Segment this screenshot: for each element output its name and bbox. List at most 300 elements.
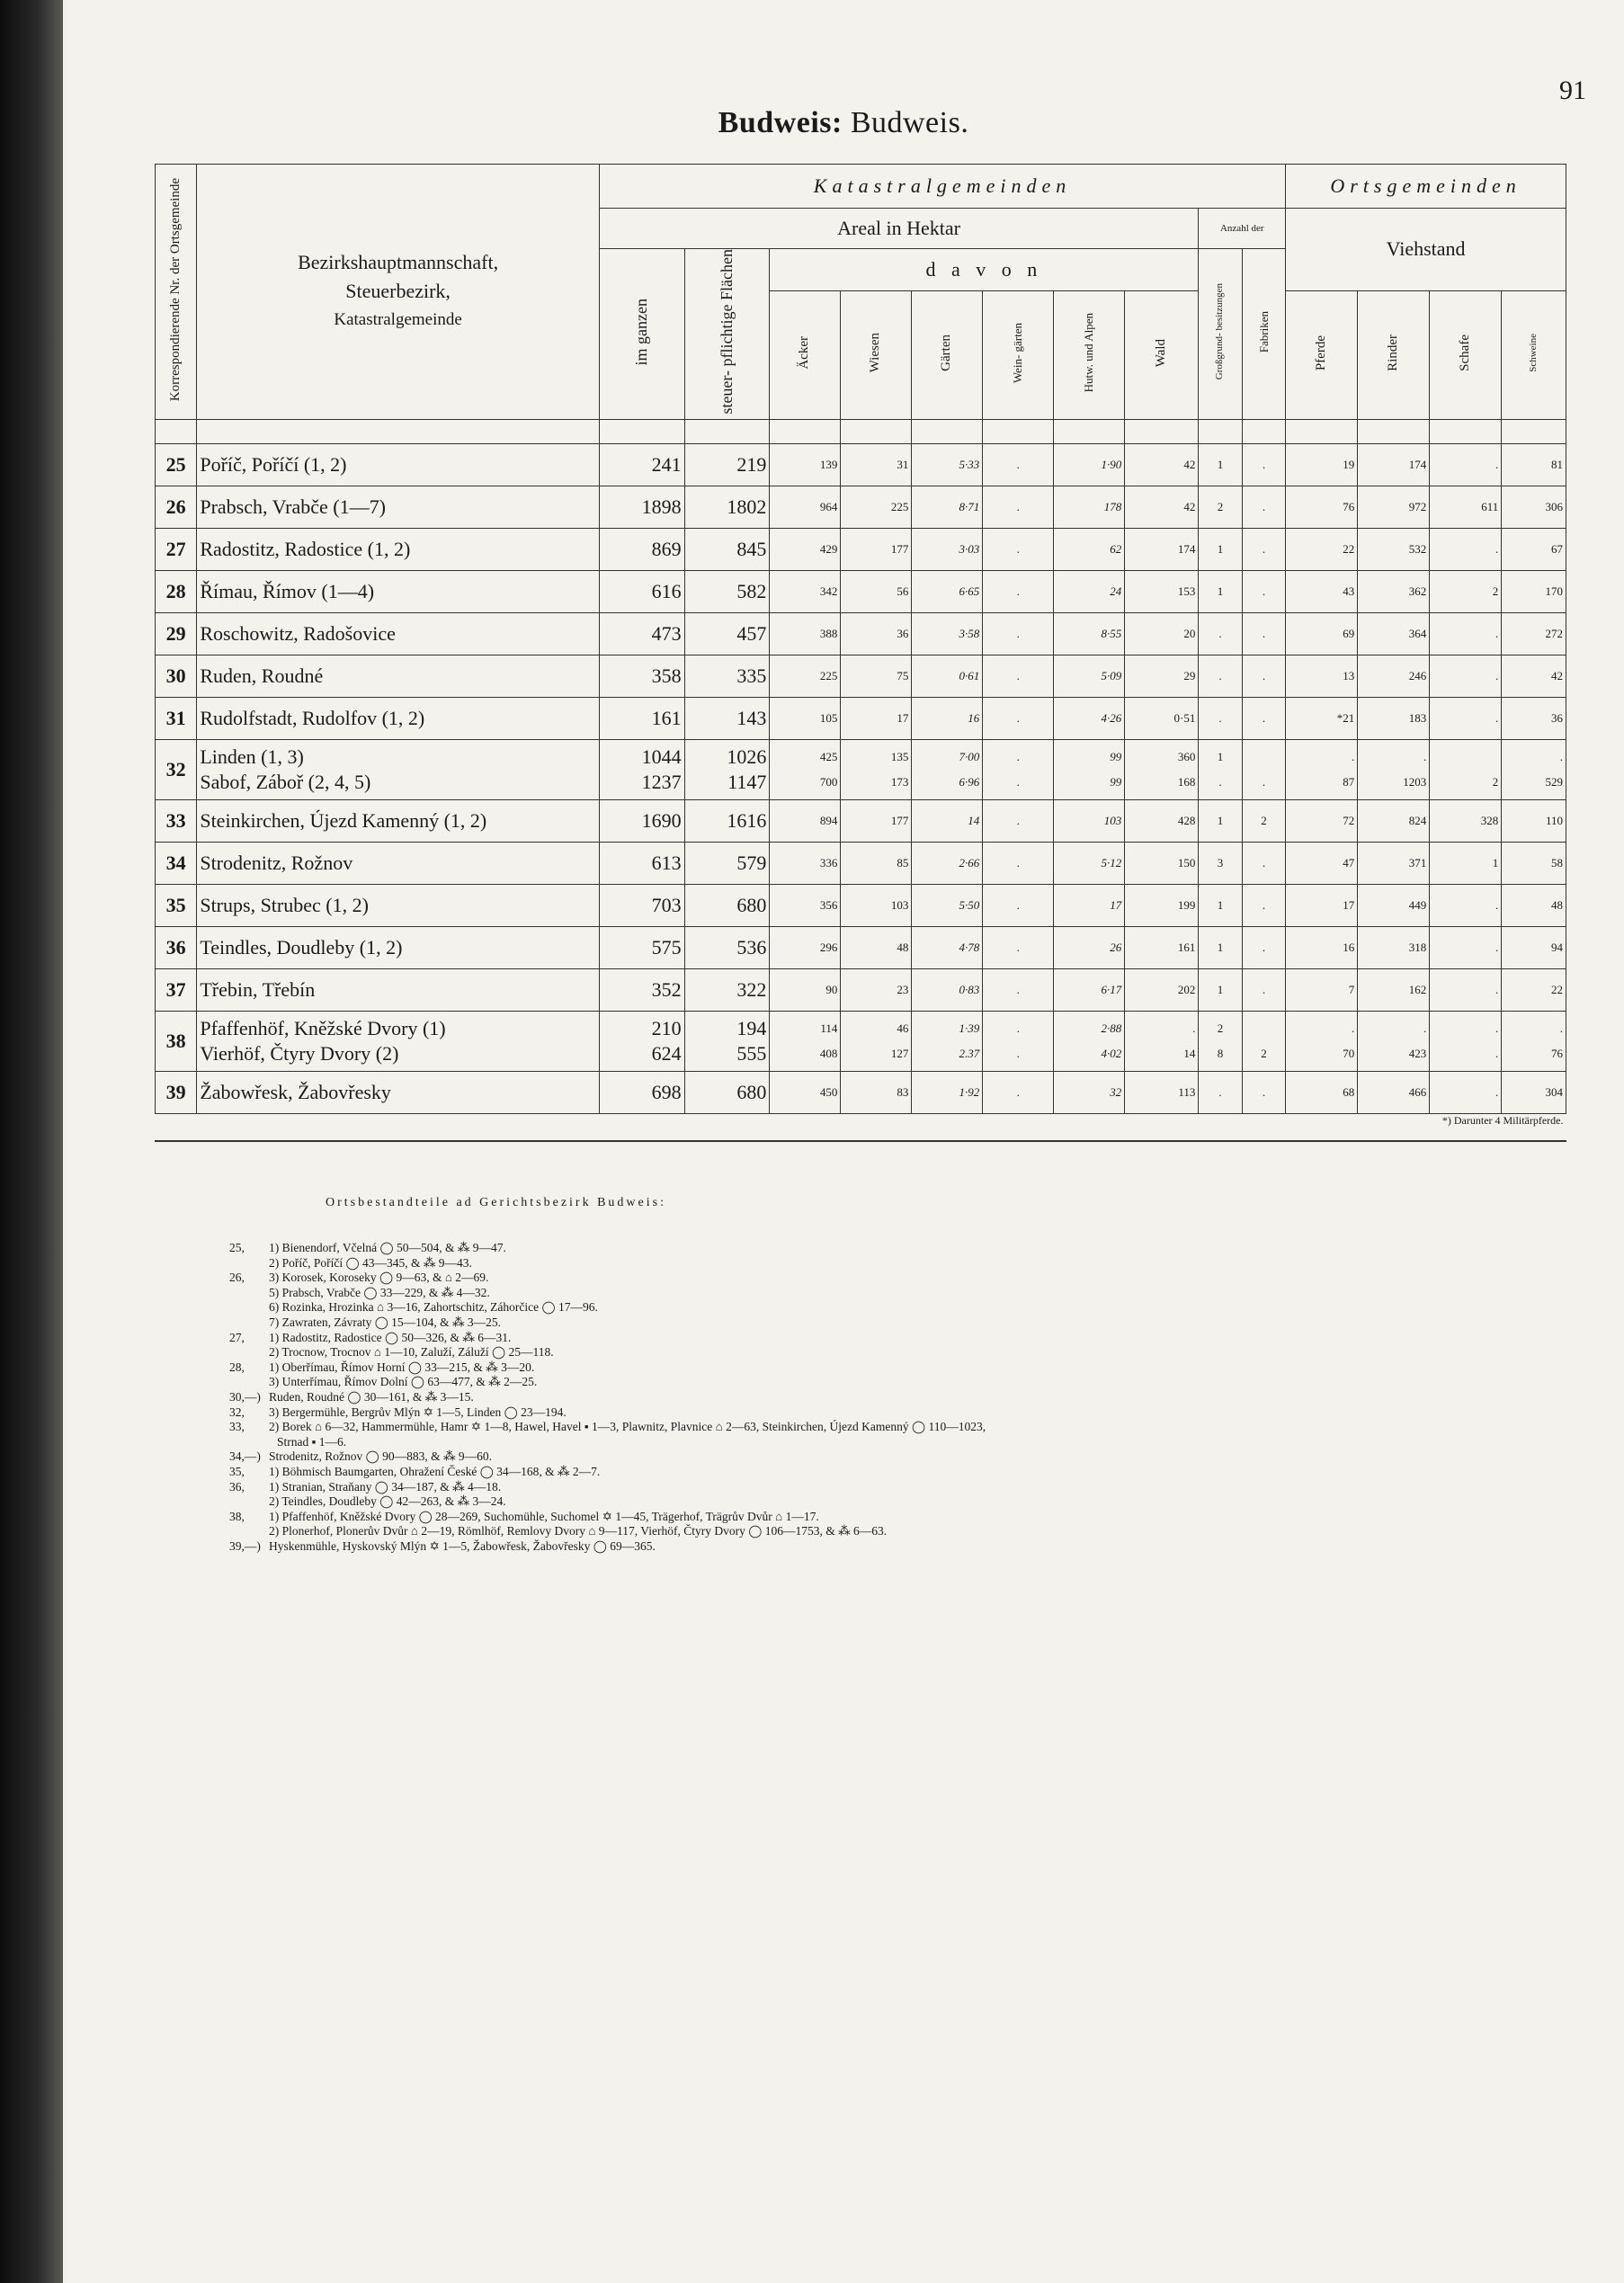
entry-key: 35, [229,1464,245,1478]
cell-schweine: 36 [1502,697,1566,739]
col-fabriken-header: Fabriken [1242,249,1285,420]
cell-name: Žabowřesk, Žabovřesky [197,1071,600,1113]
cell-name: Římau, Římov (1—4) [197,570,600,612]
cell-im_ganzen: 703 [599,884,684,926]
entry-text: 1) Pfaffenhöf, Kněžské Dvory ◯ 28—269, Suchomühle, Suchomel ✡ 1—45, Trägerhof, Trägrův Dvůr ⌂ 1—17. [269,1509,819,1523]
cell-rinder: 824 [1358,799,1430,842]
cell-im_ganzen: 869 [599,528,684,570]
cell-gross [1199,1011,1242,1071]
col-bezirk-header: Bezirkshauptmannschaft, Steuerbezirk, Katastralgemeinde [197,165,600,420]
cell-steuer: 1616 [684,799,770,842]
cell-line-2: 8 [1217,1046,1224,1060]
ortsbestandteil-entry [229,1271,1551,1286]
cell-wald [1125,739,1199,799]
entry-text: 1) Bienendorf, Včelná ◯ 50—504, & ⁂ 9—47. [269,1241,506,1254]
table-row [156,968,1566,1011]
anzahl-header: Anzahl der [1199,209,1286,249]
cell-line-1: 360 [1177,749,1196,763]
cell-schweine: 67 [1502,528,1566,570]
ortsbestandteil-entry [229,1539,1551,1555]
entry-text: 2) Trocnow, Trocnov ⌂ 1—10, Zaluží, Záluží ◯ 25—118. [269,1345,554,1360]
cell-steuer: 536 [684,926,770,968]
table-row [156,1011,1566,1071]
cell-line-1: . [1192,1021,1196,1035]
cell-schafe: . [1430,1071,1502,1113]
cell-name: Ruden, Roudné [197,655,600,697]
col-wald-header: Wald [1125,290,1199,419]
ortsbestandteil-entry [229,1435,1551,1450]
cell-line-2: 127 [890,1046,909,1060]
cell-hutw: 6·17 [1054,968,1125,1011]
cell-wein: . [983,486,1054,528]
cell-line-1: . [1351,749,1355,763]
cell-name: Steinkirchen, Újezd Kamenný (1, 2) [197,799,600,842]
cell-pferde: 13 [1286,655,1358,697]
entry-key: 27, [229,1330,245,1344]
cell-line-1 [1432,745,1498,770]
cell-line-2: 1237 [641,770,682,793]
cell-wiesen: 75 [841,655,912,697]
cell-rinder: 162 [1358,968,1430,1011]
entry-key: 28, [229,1360,245,1374]
entry-key: 33, [229,1420,245,1434]
entry-key: 38, [229,1509,245,1523]
cell-gaerten: 0·83 [912,968,983,1011]
entry-text: Strnad ▪ 1—6. [277,1434,347,1449]
cell-rinder: 466 [1358,1071,1430,1113]
cell-line-2: 555 [736,1041,767,1065]
cell-rinder: 532 [1358,528,1430,570]
cell-aecker: 964 [770,486,841,528]
cell-pferde: 69 [1286,612,1358,655]
cell-hutw: 103 [1054,799,1125,842]
page-title-rest: Budweis. [842,106,969,139]
table-row [156,926,1566,968]
cell-fabriken: . [1242,1071,1285,1113]
table-row [156,486,1566,528]
cell-line-1: . [1559,749,1563,763]
table-footer [156,1113,1566,1128]
entry-text: 2) Borek ⌂ 6—32, Hammermühle, Hamr ✡ 1—8, Hawel, Havel ▪ 1—3, Plawnitz, Plavnice ⌂ 2—63, Steinkirchen, Újezd Kamenný ◯ 110—1023, [269,1420,986,1434]
ortsbestandteil-entry [229,1256,1551,1271]
entry-key: 30,—) [229,1389,261,1404]
col-im-ganzen-header: im ganzen [599,249,684,420]
entry-text: 1) Radostitz, Radostice ◯ 50—326, & ⁂ 6—31. [269,1330,512,1344]
cell-wein [983,739,1054,799]
cell-line-2: 423 [1408,1046,1427,1060]
cell-schweine: 94 [1502,926,1566,968]
cell-aecker: 225 [770,655,841,697]
entry-key: 26, [229,1271,245,1285]
cell-aecker: 105 [770,697,841,739]
ortsbestandteil-entry [229,1345,1551,1360]
cell-steuer: 219 [684,443,770,486]
cell-aecker: 894 [770,799,841,842]
cell-line-1: 210 [651,1016,682,1039]
cell-fabriken: . [1242,486,1285,528]
ortsbestandteil-entry [229,1315,1551,1331]
cell-hutw: 4·26 [1054,697,1125,739]
cell-wald: 153 [1125,570,1199,612]
cell-wald: 428 [1125,799,1199,842]
cell-nr: 36 [156,926,197,968]
areal-header: Areal in Hektar [599,209,1199,249]
cell-line-1: 7·00 [959,749,980,763]
cell-line-1: . [1016,749,1020,763]
cell-im_ganzen: 1898 [599,486,684,528]
cell-name: Strups, Strubec (1, 2) [197,884,600,926]
cell-name [197,1011,600,1071]
cell-hutw: 17 [1054,884,1125,926]
cell-rinder: 318 [1358,926,1430,968]
cell-line-2: 2.37 [959,1046,980,1060]
cell-fabriken: 2 [1242,799,1285,842]
col-steuer-header: steuer- pflichtige Flächen [684,249,770,420]
cell-line-1: 194 [736,1016,767,1039]
table-row [156,1071,1566,1113]
cell-aecker: 90 [770,968,841,1011]
cell-nr: 26 [156,486,197,528]
entry-key: 25, [229,1241,245,1254]
col-wein-header: Wein- gärten [983,290,1054,419]
entry-key: 39,—) [229,1538,261,1553]
cell-schafe: . [1430,612,1502,655]
cell-line-1: 2·88 [1101,1021,1122,1035]
cell-wein: . [983,968,1054,1011]
cell-pferde: 72 [1286,799,1358,842]
cell-gaerten: 6·65 [912,570,983,612]
cell-im_ganzen: 575 [599,926,684,968]
cell-wiesen: 103 [841,884,912,926]
cell-nr: 27 [156,528,197,570]
table-header [156,165,1566,420]
col-rinder-header: Rinder [1358,290,1430,419]
cell-im_ganzen: 613 [599,842,684,884]
cell-wald: 42 [1125,486,1199,528]
cell-line-2: 700 [819,774,838,789]
cell-line-2: 2 [1261,1046,1267,1060]
entry-text: 1) Oberřímau, Římov Horní ◯ 33—215, & ⁂ 3—20. [269,1360,535,1374]
cell-pferde: 17 [1286,884,1358,926]
cell-steuer [684,1011,770,1071]
cell-aecker [770,739,841,799]
cell-wein: . [983,1071,1054,1113]
ortsbestandteil-entry [229,1480,1551,1495]
cell-line-1: 135 [890,749,909,763]
entry-text: 3) Korosek, Koroseky ◯ 9—63, & ⌂ 2—69. [269,1271,489,1285]
cell-aecker: 429 [770,528,841,570]
cell-gaerten: 2·66 [912,842,983,884]
cell-name: Prabsch, Vrabče (1—7) [197,486,600,528]
cell-schafe: . [1430,655,1502,697]
cell-line-1: . [1016,1021,1020,1035]
cell-line-2: 14 [1183,1046,1196,1060]
cell-rinder: 364 [1358,612,1430,655]
ortsbestandteil-entry [229,1300,1551,1315]
cell-fabriken: . [1242,926,1285,968]
cell-steuer: 680 [684,1071,770,1113]
cell-name: Teindles, Doudleby (1, 2) [197,926,600,968]
cell-pferde: *21 [1286,697,1358,739]
cell-gross: 1 [1199,528,1242,570]
entry-key: 32, [229,1405,245,1419]
cell-steuer: 579 [684,842,770,884]
cell-wald: 20 [1125,612,1199,655]
table-row [156,443,1566,486]
scan-binding-edge [0,0,63,2283]
cell-schafe: 611 [1430,486,1502,528]
cell-name: Radostitz, Radostice (1, 2) [197,528,600,570]
entry-text: Ruden, Roudné ◯ 30—161, & ⁂ 3—15. [269,1389,474,1404]
ortsbestandteil-entry [229,1420,1551,1435]
cell-wiesen: 177 [841,528,912,570]
table-row [156,570,1566,612]
cell-gaerten: 0·61 [912,655,983,697]
ortsbestandteil-entry [229,1241,1551,1256]
cell-gross: 1 [1199,570,1242,612]
cell-wiesen: 48 [841,926,912,968]
cell-wein: . [983,884,1054,926]
cell-gross: 1 [1199,884,1242,926]
cell-wiesen: 83 [841,1071,912,1113]
cell-im_ganzen: 698 [599,1071,684,1113]
cell-line-1: 46 [897,1021,909,1035]
ortsbestandteile-heading: Ortsbestandteile ad Gerichtsbezirk Budweis: [326,1196,666,1209]
ortsbestandteil-entry [229,1510,1551,1525]
cell-line-1: 1026 [727,745,767,768]
cell-rinder: 362 [1358,570,1430,612]
cell-fabriken: . [1242,570,1285,612]
cell-schweine: 304 [1502,1071,1566,1113]
cell-schafe: . [1430,968,1502,1011]
cell-pferde: 16 [1286,926,1358,968]
orts-header: Ortsgemeinden [1286,165,1566,209]
cell-schweine: 22 [1502,968,1566,1011]
cell-name: Poříč, Poříčí (1, 2) [197,443,600,486]
cell-line-2: 408 [819,1046,838,1060]
entry-text: Strodenitz, Rožnov ◯ 90—883, & ⁂ 9—60. [269,1449,492,1464]
cell-line-2: 1147 [727,770,767,793]
cell-wein: . [983,443,1054,486]
cell-wald: 150 [1125,842,1199,884]
viehstand-header: Viehstand [1286,209,1566,291]
cell-wein: . [983,528,1054,570]
cell-gross: 1 [1199,968,1242,1011]
col-aecker-header: Äcker [770,290,841,419]
cell-line-2: 624 [651,1041,682,1065]
cell-wiesen: 56 [841,570,912,612]
cell-line-2: 87 [1343,774,1355,789]
cell-nr: 32 [156,739,197,799]
cell-name [197,739,600,799]
cell-hutw: 32 [1054,1071,1125,1113]
katastral-header: Katastralgemeinden [599,165,1285,209]
cell-hutw: 5·12 [1054,842,1125,884]
cell-line-2: 4·02 [1101,1046,1122,1060]
cell-gross: 1 [1199,926,1242,968]
cell-gaerten: 1·92 [912,1071,983,1113]
cell-wiesen: 85 [841,842,912,884]
cell-gross: . [1199,697,1242,739]
cell-name-line-2: Sabof, Záboř (2, 4, 5) [200,770,371,793]
cell-line-2: 173 [890,774,909,789]
cell-line-2: 6·96 [959,774,980,789]
cell-line-2: 529 [1545,774,1563,789]
col-wiesen-header: Wiesen [841,290,912,419]
cell-steuer: 457 [684,612,770,655]
cell-nr: 37 [156,968,197,1011]
cell-nr: 38 [156,1011,197,1071]
divider [155,1140,1566,1142]
cell-aecker: 356 [770,884,841,926]
cell-gaerten: 16 [912,697,983,739]
cell-wald: 0·51 [1125,697,1199,739]
cell-aecker: 388 [770,612,841,655]
cell-gaerten: 3·03 [912,528,983,570]
cell-pferde [1286,739,1358,799]
cell-hutw: 62 [1054,528,1125,570]
cell-gaerten [912,739,983,799]
cell-schweine [1502,739,1566,799]
cell-line-2: 99 [1110,774,1122,789]
cell-gaerten: 5·33 [912,443,983,486]
cell-gaerten: 8·71 [912,486,983,528]
cell-hutw: 8·55 [1054,612,1125,655]
spacer-row [156,419,1566,443]
entry-text: 6) Rozinka, Hrozinka ⌂ 3—16, Zahortschitz, Záhorčice ◯ 17—96. [269,1300,598,1315]
cell-steuer [684,739,770,799]
cell-line-1: . [1423,749,1427,763]
cell-hutw: 5·09 [1054,655,1125,697]
cell-im_ganzen: 352 [599,968,684,1011]
cell-pferde: 43 [1286,570,1358,612]
col-schweine-header: Schweine [1502,290,1566,419]
cell-fabriken: . [1242,655,1285,697]
cell-im_ganzen: 358 [599,655,684,697]
cell-nr: 34 [156,842,197,884]
cell-wald: 113 [1125,1071,1199,1113]
table-body [156,419,1566,1113]
cell-im_ganzen [599,739,684,799]
cell-nr: 28 [156,570,197,612]
cell-schafe [1430,739,1502,799]
cell-schweine: 48 [1502,884,1566,926]
ortsbestandteile-list [229,1241,1551,1554]
cell-gaerten: 5·50 [912,884,983,926]
cell-im_ganzen: 241 [599,443,684,486]
cell-nr: 35 [156,884,197,926]
cell-rinder: 371 [1358,842,1430,884]
cell-gaerten: 3·58 [912,612,983,655]
cell-gross: . [1199,655,1242,697]
cell-wein: . [983,655,1054,697]
cell-line-1: 114 [820,1021,838,1035]
cell-schafe: . [1430,926,1502,968]
ortsbestandteil-entry [229,1465,1551,1480]
cell-line-2: . [1495,1046,1499,1060]
cell-schweine: 42 [1502,655,1566,697]
entry-text: 5) Prabsch, Vrabče ◯ 33—229, & ⁂ 4—32. [269,1285,490,1299]
cell-wiesen: 177 [841,799,912,842]
statistics-table [155,164,1566,1128]
cell-schweine [1502,1011,1566,1071]
cell-line-2: . [1016,774,1020,789]
cell-fabriken: . [1242,443,1285,486]
cell-schafe: . [1430,697,1502,739]
cell-rinder: 174 [1358,443,1430,486]
cell-line-1: . [1495,1021,1499,1035]
table-row [156,884,1566,926]
cell-nr: 29 [156,612,197,655]
cell-pferde: 7 [1286,968,1358,1011]
cell-line-2: 76 [1551,1046,1563,1060]
ortsbestandteil-entry [229,1375,1551,1390]
cell-schafe: 328 [1430,799,1502,842]
cell-wald: 42 [1125,443,1199,486]
ortsbestandteil-entry [229,1390,1551,1405]
ortsbestandteil-entry [229,1331,1551,1346]
cell-wiesen: 23 [841,968,912,1011]
cell-gaerten [912,1011,983,1071]
cell-wein: . [983,570,1054,612]
cell-aecker: 336 [770,842,841,884]
cell-wein [983,1011,1054,1071]
cell-wein: . [983,799,1054,842]
col-nr-header: Korrespondierende Nr. der Ortsgemeinde [156,165,197,420]
cell-gross: 1 [1199,443,1242,486]
entry-text: 3) Unterřímau, Římov Dolní ◯ 63—477, & ⁂ 2—25. [269,1375,538,1389]
ortsbestandteil-entry [229,1286,1551,1301]
cell-wiesen: 36 [841,612,912,655]
cell-im_ganzen: 161 [599,697,684,739]
ortsbestandteil-entry [229,1405,1551,1421]
cell-rinder: 183 [1358,697,1430,739]
cell-hutw: 26 [1054,926,1125,968]
entry-text: 2) Poříč, Poříčí ◯ 43—345, & ⁂ 9—43. [269,1255,472,1270]
cell-schweine: 306 [1502,486,1566,528]
col-gaerten-header: Gärten [912,290,983,419]
col-gross-header: Großgrund- besitzungen [1199,249,1242,420]
cell-schafe: . [1430,443,1502,486]
cell-fabriken: . [1242,612,1285,655]
cell-rinder [1358,1011,1430,1071]
cell-steuer: 1802 [684,486,770,528]
cell-name: Rudolfstadt, Rudolfov (1, 2) [197,697,600,739]
cell-pferde: 19 [1286,443,1358,486]
cell-fabriken: . [1242,697,1285,739]
cell-wald [1125,1011,1199,1071]
cell-name-line-1: Pfaffenhöf, Kněžské Dvory (1) [200,1016,446,1039]
ortsbestandteil-entry [229,1524,1551,1539]
cell-fabriken [1242,1011,1285,1071]
cell-gaerten: 4·78 [912,926,983,968]
cell-wein: . [983,697,1054,739]
cell-im_ganzen: 473 [599,612,684,655]
cell-gross: . [1199,612,1242,655]
cell-aecker: 450 [770,1071,841,1113]
cell-gross: 2 [1199,486,1242,528]
cell-line-1 [1245,745,1282,770]
cell-schweine: 110 [1502,799,1566,842]
cell-gross: . [1199,1071,1242,1113]
entry-key: 36, [229,1479,245,1494]
table-row [156,655,1566,697]
cell-name-line-1: Linden (1, 3) [200,745,304,768]
cell-line-1: 2 [1217,1021,1224,1035]
entry-text: 7) Zawraten, Závraty ◯ 15—104, & ⁂ 3—25. [269,1315,502,1329]
cell-pferde: 22 [1286,528,1358,570]
cell-im_ganzen: 1690 [599,799,684,842]
